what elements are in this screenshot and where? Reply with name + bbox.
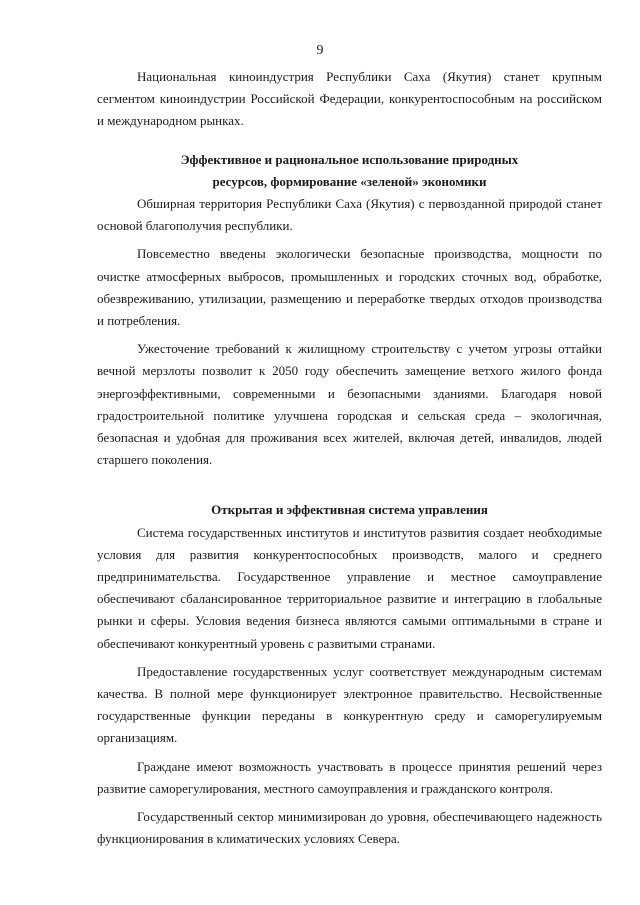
section-spacer [97, 133, 602, 149]
page-content [97, 66, 602, 851]
section-spacer [97, 471, 602, 499]
paragraph: Обширная территория Республики Саха (Якутия) с первозданной природой станет основой благополучия республики. [97, 196, 602, 234]
section-heading-ecology-line1: Эффективное и рациональное использование природных [180, 151, 519, 167]
page-number: 9 [316, 43, 324, 58]
section-ecology [97, 149, 602, 472]
section-heading-ecology-line2: ресурсов, формирование «зеленой» экономики [212, 173, 487, 189]
paragraph: Система государственных институтов и институтов развития создает необходимые условия для развития конкурентоспособных производств, малого и среднего предпринимательства. Государственное управление и местное самоуправление обеспечивают сбалансированное территориальное развитие и интеграцию в глобальные рынки и сферы. Условия ведения бизнеса являются самыми оптимальными в стране и обеспечивают конкурентный уровень с развитыми странами. [97, 524, 602, 651]
paragraph: Предоставление государственных услуг соответствует международным системам качества. В полной мере функционирует электронное правительство. Несвойственные государственные функции переданы в конкурентную среду и саморегулируемым организациям. [97, 663, 602, 746]
paragraph: Ужесточение требований к жилищному строительству с учетом угрозы оттайки вечной мерзлоты позволит к 2050 году обеспечить замещение ветхого жилого фонда энергоэффективными, современными и безопасными зданиями. Благодаря новой градостроительной политике улучшена городская и сельская среда – экологичная, безопасная и удобная для проживания всех жителей, включая детей, инвалидов, людей старшего поколения. [97, 341, 602, 468]
section-governance [97, 499, 602, 850]
paragraph: Граждане имеют возможность участвовать в процессе принятия решений через развитие саморегулирования, местного самоуправления и гражданского контроля. [97, 758, 602, 796]
paragraph: Повсеместно введены экологически безопасные производства, мощности по очистке атмосферных выбросов, промышленных и городских сточных вод, обработке, обезвреживанию, утилизации, размещению и переработке твердых отходов производства и потребления. [97, 246, 602, 329]
section-heading-governance: Открытая и эффективная система управления [211, 502, 488, 518]
intro-paragraph: Национальная киноиндустрия Республики Саха (Якутия) станет крупным сегментом киноиндустрии Российской Федерации, конкурентоспособным на российском и международном рынках. [97, 69, 602, 129]
paragraph: Государственный сектор минимизирован до уровня, обеспечивающего надежность функционирования в климатических условиях Севера. [97, 809, 602, 847]
